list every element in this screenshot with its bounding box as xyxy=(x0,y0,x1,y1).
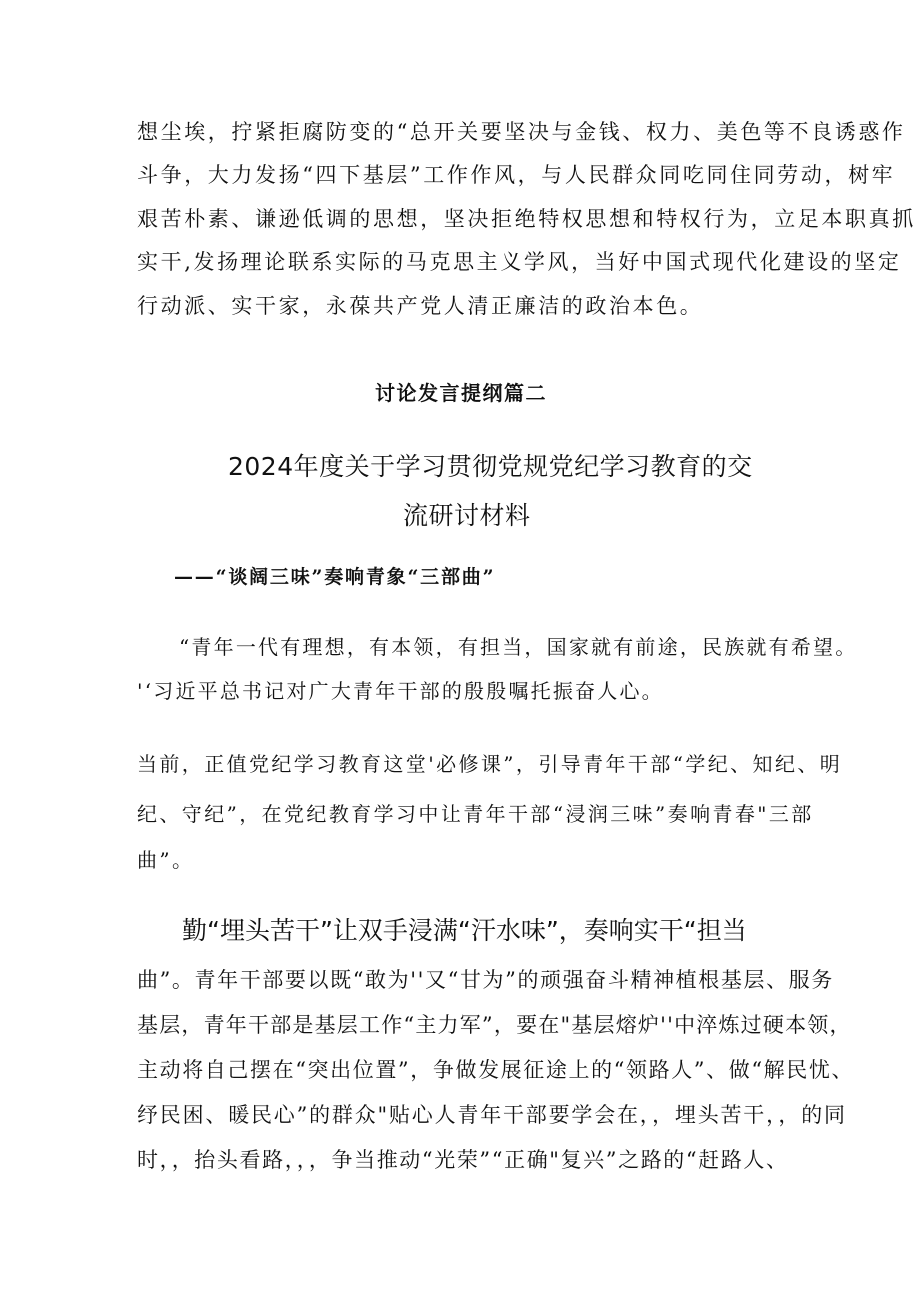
quote-line: “青年一代有理想，有本领，有担当，国家就有前途，民族就有希望。 xyxy=(179,635,858,659)
document-title-line-2: 流研讨材料 xyxy=(403,501,531,530)
paragraph-line: 曲”。 xyxy=(137,848,195,872)
document-title-line-1: 2024年度关于学习贯彻党规党纪学习教育的交 xyxy=(228,452,753,481)
paragraph-line: 时，，抬头看路，，，争当推动“光荣”“正确"复兴”之路的“赶路人、 xyxy=(137,1148,789,1172)
quote-line: '‘习近平总书记对广大青年干部的殷殷嘱托振奋人心。 xyxy=(137,679,664,703)
document-subtitle: ——“谈阔三味”奏响青象“三部曲” xyxy=(174,566,496,588)
section-heading: 勤“埋头苦干”让双手浸满“汗水味”，奏响实干“担当 xyxy=(182,916,747,945)
paragraph-line: 基层，青年干部是基层工作“主力军”，要在"基层熔炉''中淬炼过硬本领， xyxy=(137,1013,852,1037)
paragraph-line: 实干,发扬理论联系实际的马克思主义学风，当好中国式现代化建设的坚定 xyxy=(137,250,902,274)
paragraph-line: 纪、守纪”，在党纪教育学习中让青年干部“浸润三味”奏响青春"三部 xyxy=(137,802,814,826)
paragraph-line: 纾民困、暖民心”的群众"贴心人青年干部要学会在，，埋头苦干，，的同 xyxy=(137,1103,847,1127)
paragraph-line: 行动派、实干家，永葆共产党人清正廉洁的政治本色。 xyxy=(137,294,704,318)
paragraph-line: 当前，正值党纪学习教育这堂'必修课”，引导青年干部“学纪、知纪、明 xyxy=(137,752,843,776)
paragraph-line: 曲”。青年干部要以既“敢为''又“甘为”的顽强奋斗精神植根基层、服务 xyxy=(137,968,834,992)
paragraph-line: 艰苦朴素、谦逊低调的思想，坚决拒绝特权思想和特权行为，立足本职真抓 xyxy=(137,207,916,231)
paragraph-line: 想尘埃，拧紧拒腐防变的“总开关要坚决与金钱、权力、美色等不良诱惑作 xyxy=(137,120,906,144)
paragraph-line: 斗争，大力发扬“四下基层”工作作风，与人民群众同吃同住同劳动，树牢 xyxy=(137,163,896,187)
paragraph-line: 主动将自己摆在“突出位置”，争做发展征途上的“领路人”、做“解民忧、 xyxy=(137,1058,855,1082)
section-label: 讨论发言提纲篇二 xyxy=(375,381,547,405)
